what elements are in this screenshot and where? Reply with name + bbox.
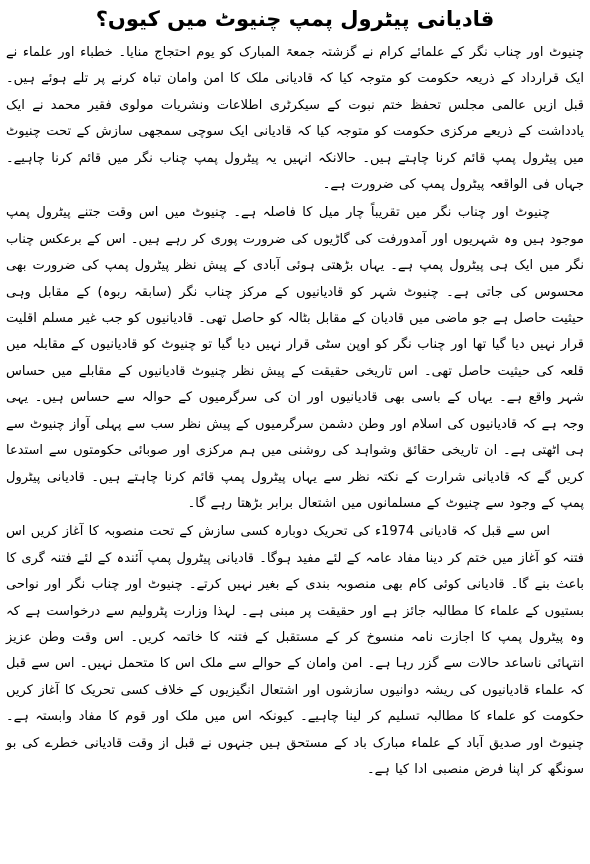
headline: قادیانی پیٹرول پمپ چنیوٹ میں کیوں؟: [95, 7, 495, 31]
paragraph-1: چنیوٹ اور چناب نگر کے علمائے کرام نے گزشتہ جمعۃ المبارک کو یوم احتجاج منایا۔ خطباء اور علماء نے ایک قرارداد کے ذریعہ حکومت کو متوجہ کیا کہ قادیانی ملک کا امن وامان تباہ کرنے پر تلے ہوئے ہیں۔ قبل ازیں عالمی مجلس تحفظ ختم نبوت کے سیکرٹری اطلاعات ونشریات مولوی فقیر محمد نے ایک یادداشت کے ذریعے مرکزی حکومت کو متوجہ کیا کہ قادیانی ایک سوچی سمجھی سازش کے تحت چنیوٹ میں پیٹرول پمپ قائم کرنا چاہتے ہیں۔ حالانکہ انہیں یہ پیٹرول پمپ چناب نگر میں قائم کرنا چاہیے۔ جہاں فی الواقعہ پیٹرول پمپ کی ضرورت ہے۔: [6, 45, 584, 193]
paragraph-2: چنیوٹ اور چناب نگر میں تقریباً چار میل کا فاصلہ ہے۔ چنیوٹ میں اس وقت جتنے پیٹرول پمپ موجود ہیں وہ شہریوں اور آمدورفت کی گاڑیوں کی ضرورت پوری کر رہے ہیں۔ اس کے برعکس چناب نگر میں ایک ہی پیٹرول پمپ ہے۔ یہاں بڑھتی ہوئی آبادی کے پیش نظر پیٹرول پمپ کی ضرورت بھی محسوس کی جاتی ہے۔ چنیوٹ شہر کو قادیانیوں کے مرکز چناب نگر (سابقہ ربوہ) کے مقابل وہی حیثیت حاصل ہے جو ماضی میں قادیان کے مقابل بٹالہ کو حاصل تھی۔ قادیانیوں کو جب غیر مسلم اقلیت قرار نہیں دیا گیا تھا اور چناب نگر کو اوپن سٹی قرار نہیں دیا گیا تو چنیوٹ کو قادیانیوں کے مقابلہ میں قلعہ کی حیثیت حاصل تھی۔ اس تاریخی حقیقت کے پیش نظر چنیوٹ قادیانیوں کے مقابلے میں حساس شہر واقع ہے۔ یہاں کے باسی بھی قادیانیوں اور ان کی سرگرمیوں کے حوالہ سے حساس ہیں۔ یہی وجہ ہے کہ قادیانیوں کی اسلام اور وطن دشمن سرگرمیوں کے پیش نظر سب سے پہلی آواز چنیوٹ سے ہی اٹھتی ہے۔ ان تاریخی حقائق وشواہد کی روشنی میں ہم مرکزی اور صوبائی حکومتوں سے استدعا کریں گے کہ قادیانی شرارت کے نکتہ نظر سے یہاں پیٹرول پمپ قائم کرنا چاہتے ہیں۔ قادیانی پیٹرول پمپ کے وجود سے چنیوٹ کے مسلمانوں میں اشتعال برابر بڑھتا رہے گا۔: [6, 205, 584, 511]
paragraph-3: اس سے قبل کہ قادیانی 1974ء کی تحریک دوبارہ کسی سازش کے تحت منصوبہ کا آغاز کریں اس فتنہ کو آغاز میں ختم کر دینا مفاد عامہ کے لئے مفید ہوگا۔ قادیانی پیٹرول پمپ آئندہ کے لئے فتنہ گری کا باعث بنے گا۔ قادیانی کوئی کام بھی منصوبہ بندی کے بغیر نہیں کرتے۔ چنیوٹ اور چناب نگر اور نواحی بستیوں کے علماء کا مطالبہ جائز ہے اور حقیقت پر مبنی ہے۔ لہذا وزارت پٹرولیم سے درخواست ہے کہ وہ پیٹرول پمپ کا اجازت نامہ منسوخ کر کے مستقبل کے فتنہ کا خاتمہ کریں۔ اس وقت وطن عزیز انتہائی ناساعد حالات سے گزر رہا ہے۔ امن وامان کے حوالے سے ملک اس کا متحمل نہیں۔ اس سے قبل کہ علماء قادیانیوں کی ریشہ دوانیوں سازشوں اور اشتعال انگیزیوں کے خلاف کسی تحریک کا آغاز کریں حکومت کو علماء کا مطالبہ تسلیم کر لینا چاہیے۔ کیونکہ اس میں ملک اور قوم کا مفاد وابستہ ہے۔ چنیوٹ اور صدیق آباد کے علماء مبارک باد کے مستحق ہیں جنہوں نے قبل از وقت قادیانی خطرے کی بو سونگھ کر اپنا فرض منصبی ادا کیا ہے۔: [6, 524, 584, 777]
